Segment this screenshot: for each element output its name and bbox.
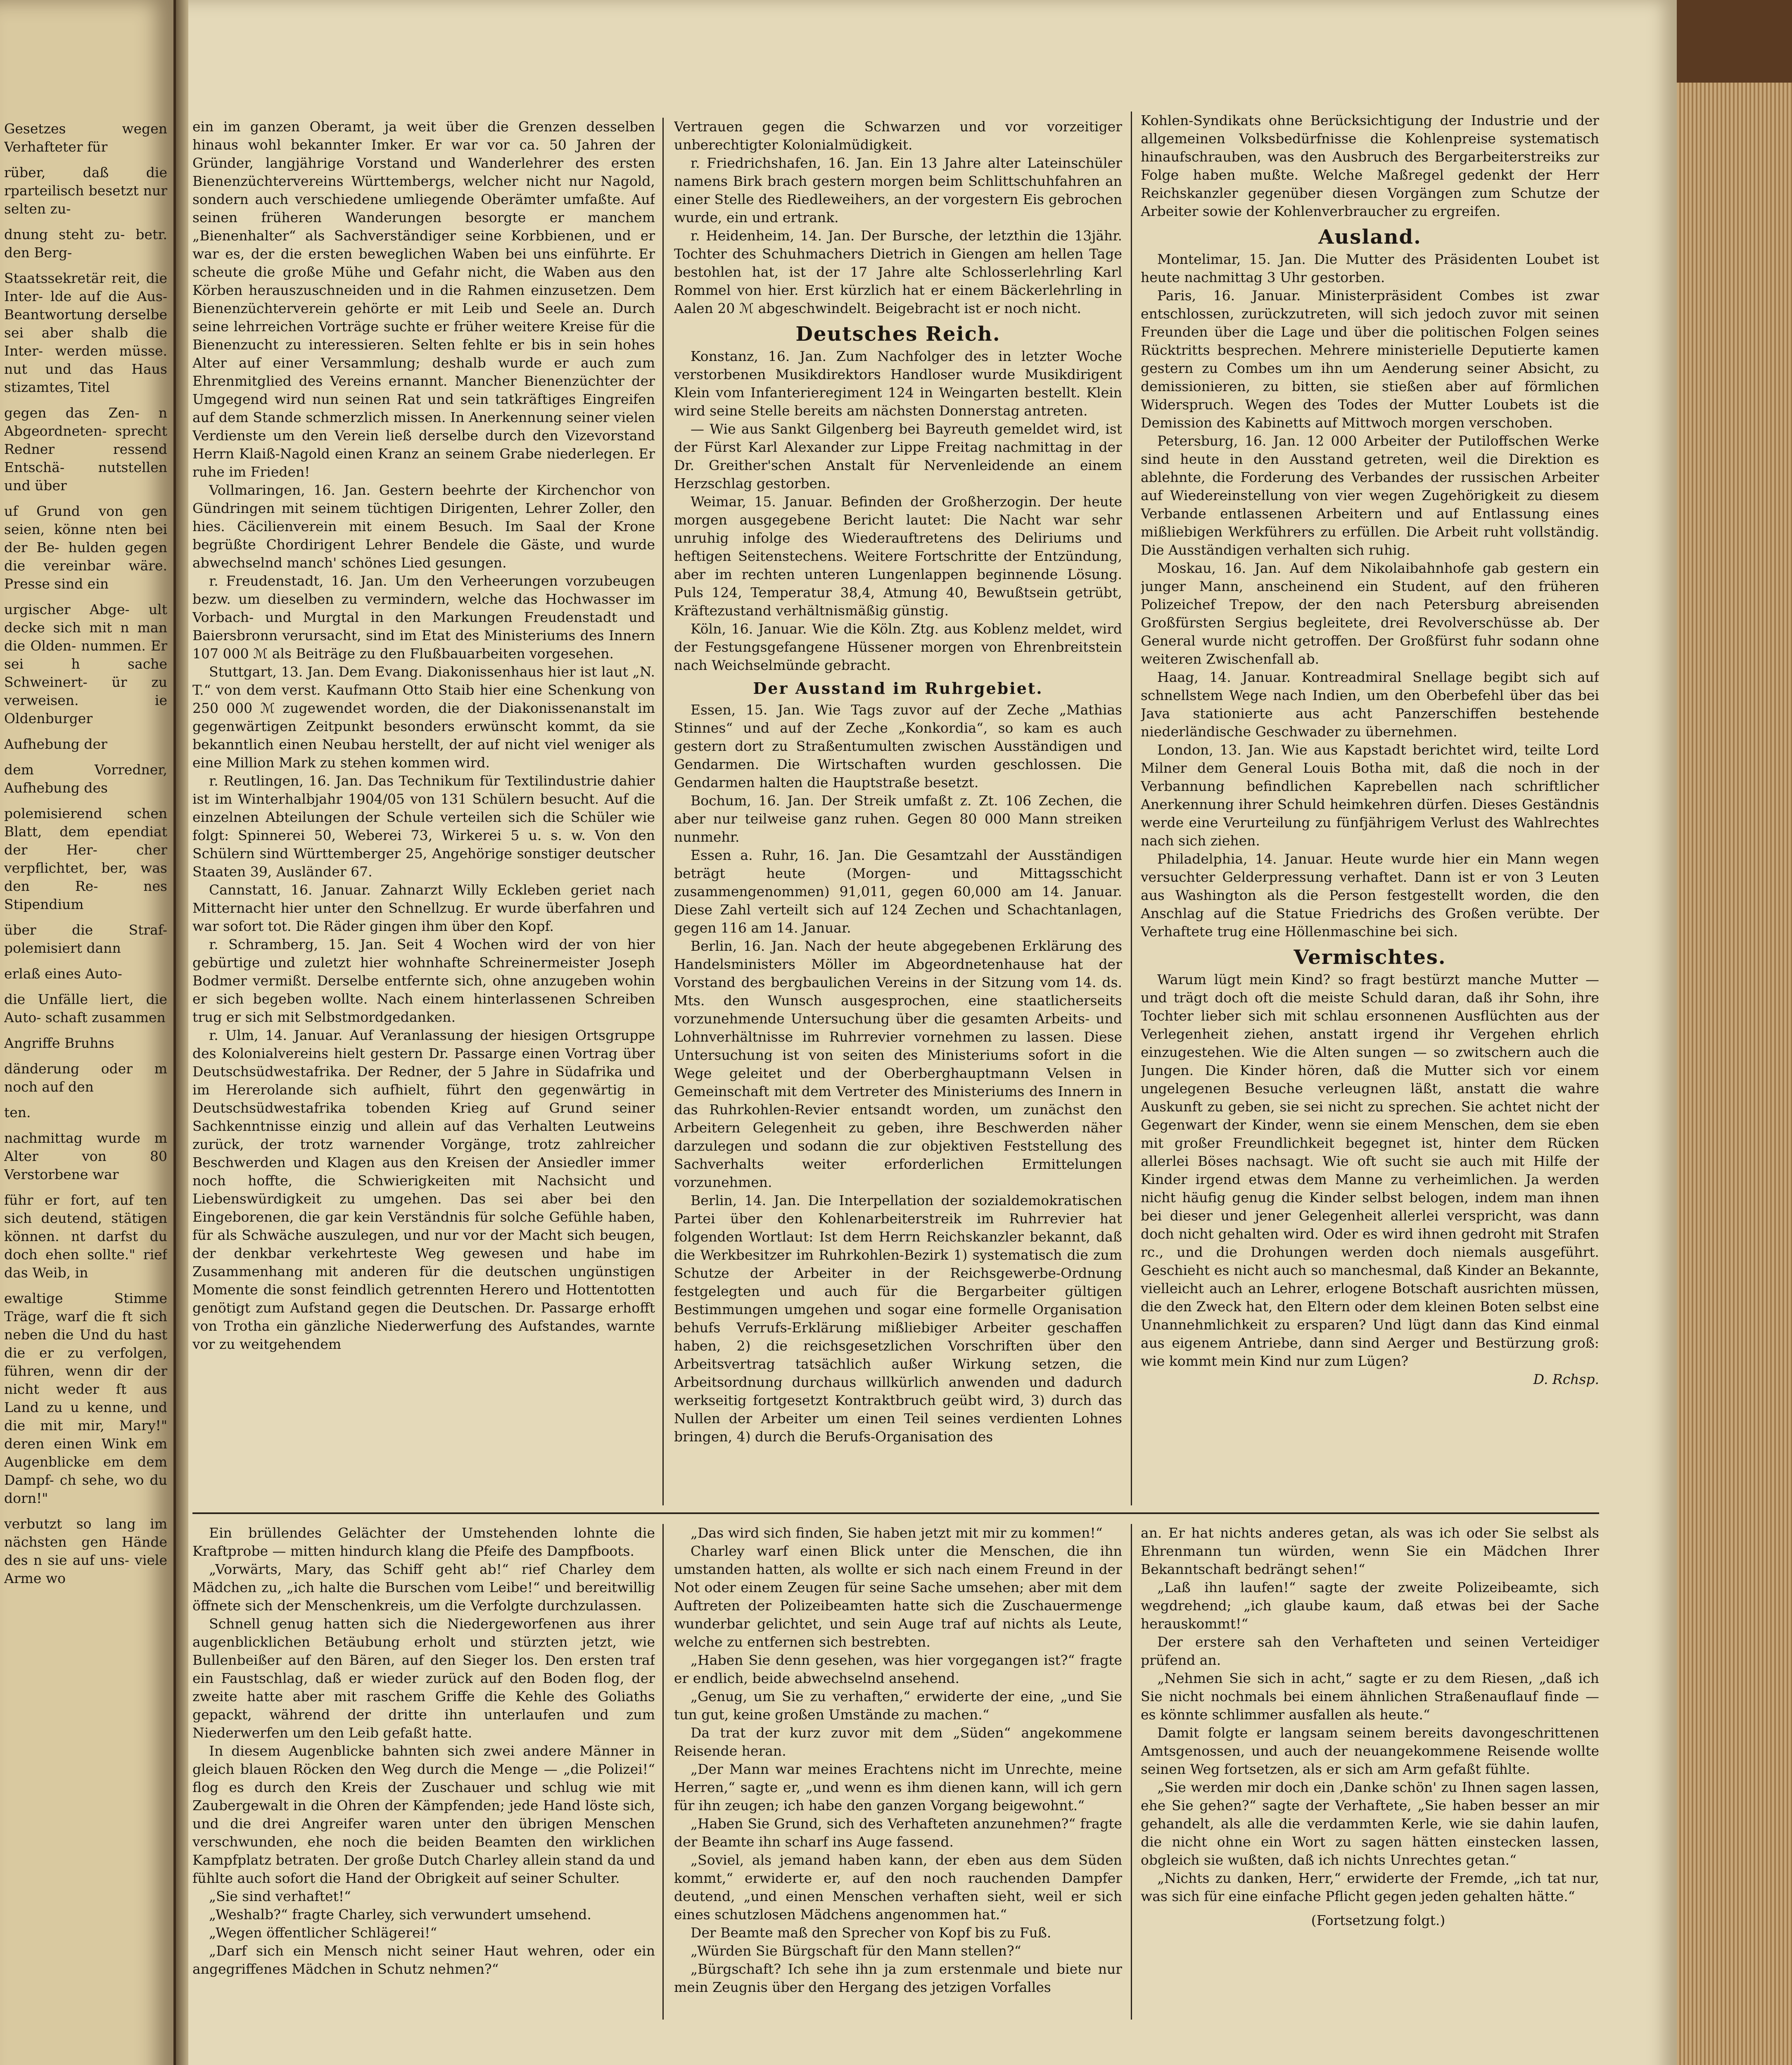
article-paragraph: Philadelphia, 14. Januar. Heute wurde hier ein Mann wegen versuchter Gelderpressung verhaftet. Dann ist er von 3 Leuten aus Washington als die Person festgestellt worden, die den Anschlag auf die Statue Friedrichs des Großen verübte. Der Verhaftete trug eine Höllenmaschine bei sich. [1141, 851, 1599, 940]
fragment-line: ten. [4, 1104, 31, 1120]
story-paragraph: Damit folgte er langsam seinem bereits davongeschrittenen Amtsgenossen, und auch der neuangekommene Reisende wollte seinen Weg fortsetzen, als er sich am Arm gefaßt fühlte. [1141, 1725, 1599, 1777]
story-paragraph: Der erstere sah den Verhafteten und seinen Verteidiger prüfend an. [1141, 1634, 1599, 1668]
article-paragraph: Berlin, 16. Jan. Nach der heute abgegebenen Erklärung des Handelsministers Möller im Abgeordnetenhause hat der Vorstand des bergbaulichen Vereins in der Sitzung vom 14. ds. Mts. den Wunsch ausgesprochen, eine staatlicherseits vorzunehmende Untersuchung über die gesamten Arbeits- und Lohnverhältnisse im Ruhrrevier vornehmen zu lassen. Diese Untersuchung ist von seiten des Ministeriums sofort in die Wege geleitet und der Oberberghauptmann Velsen in Gemeinschaft mit dem Vertreter des Ministeriums des Innern in das Ruhrkohlen-Revier entsandt worden, um zunächst den Arbeitern Gelegenheit zu geben, ihre Beschwerden näher darzulegen und sodann die zur objektiven Feststellung des Sachverhalts weiter erforderlichen Ermittelungen vorzunehmen. [674, 938, 1122, 1190]
article-paragraph: Vollmaringen, 16. Jan. Gestern beehrte der Kirchenchor von Gündringen mit seinem tüchtigen Dirigenten, Lehrer Zoller, den hies. Cäcilienverein mit einem Besuch. Im Saal der Krone begrüßte Chordirigent Lehrer Bendele die Gäste, und wurde abwechselnd manch' schönes Lied gesungen. [192, 482, 655, 571]
fragment-line: führ er fort, auf ten sich deutend, stätigen können. nt darfst du doch ehen sollte." rief das Weib, in [4, 1192, 167, 1281]
fragment-line: Aufhebung der [4, 736, 107, 752]
column-divider [662, 118, 664, 1505]
adjacent-page [0, 0, 176, 2065]
article-paragraph: r. Friedrichshafen, 16. Jan. Ein 13 Jahre alter Lateinschüler namens Birk brach gestern morgen beim Schlittschuhfahren an einer Stelle des Riedleweihers, an der vorgestern Eis gebrochen wurde, ein und ertrank. [674, 155, 1122, 225]
story-paragraph: „Der Mann war meines Erachtens nicht im Unrechte, meine Herren,“ sagte er, „und wenn es ihm dienen kann, will ich gern für ihn zeugen; ich habe den ganzen Vorgang beigewohnt.“ [674, 1761, 1122, 1813]
column-divider [1131, 1524, 1132, 2020]
fragment-line: Staatssekretär reit, die Inter- lde auf die Aus- Beantwortung derselbe sei aber shalb die Inter- werden müsse. nut und das Haus stizamtes, Titel [4, 270, 167, 395]
section-heading-ausland: Ausland. [1318, 225, 1422, 249]
fragment-line: über die Straf- polemisiert dann [4, 922, 167, 956]
story-paragraph: Charley warf einen Blick unter die Menschen, die ihn umstanden hatten, als wollte er sich nach einem Freund in der Not oder einem Zeugen für seine Sache umsehen; aber mit dem Auftreten der Polizeibeamten hatte sich die Zuschauermenge wunderbar gelichtet, und sein Auge traf auf nichts als Leute, welche zu entfernen sich bestrebten. [674, 1543, 1122, 1650]
column-divider [1131, 112, 1132, 1505]
fragment-line: Angriffe Bruhns [4, 1035, 114, 1051]
story-paragraph: „Wegen öffentlicher Schlägerei!“ [209, 1925, 437, 1941]
story-paragraph: Der Beamte maß den Sprecher von Kopf bis zu Fuß. [691, 1925, 1051, 1941]
fragment-line: erlaß eines Auto- [4, 966, 122, 982]
article-paragraph: Moskau, 16. Jan. Auf dem Nikolaibahnhofe gab gestern ein junger Mann, anscheinend ein Student, auf den früheren Polizeichef Trepow, der den nach Petersburg abreisenden Großfürsten Sergius begleitete, drei Revolverschüsse ab. Der General wurde nicht getroffen. Der Großfürst fuhr sodann ohne weiteren Zwischenfall ab. [1141, 560, 1599, 667]
book-gutter [176, 0, 188, 2065]
article-paragraph: Warum lügt mein Kind? so fragt bestürzt manche Mutter — und trägt doch oft die meiste Schuld daran, daß ihr Sohn, ihre Tochter lieber sich mit schlau ersonnenen Ausflüchten aus der Verlegenheit ziehen, anstatt irgend ihr Vergehen ehrlich einzugestehen. Wie die Alten sungen — so zwitschern auch die Jungen. Die Kinder hören, daß die Mutter sich vor einem ungelegenen Besuche verleugnen läßt, anstatt die wahre Auskunft zu geben, sie sei nicht zu sprechen. Sie achtet nicht der Gegenwart der Kinder, wenn sie einem Menschen, dem sie eben mit großer Freundlichkeit begegnet ist, hinter dem Rücken allerlei Böses nachsagt. Wie oft sucht sie auch mit Hilfe der Kinder irgend etwas dem Manne zu verheimlichen. Ja werden nicht häufig genug die Kinder selbst belogen, indem man ihnen bei dieser und jener Gelegenheit allerlei verspricht, was dann doch nicht gehalten wird. Oder es wird ihnen gedroht mit Strafen rc., und die Drohungen werden doch niemals ausgeführt. Geschieht es nicht auch so manchesmal, daß Kinder an Bekannte, vielleicht auch an Lehrer, erlogene Botschaft ausrichten müssen, die den Zweck hat, den Eltern oder dem kleinen Boten selbst eine Unannehmlichkeit zu ersparen? Und lügt dann das Kind einmal aus eigenem Antriebe, dann sind Aerger und Bestürzung groß: wie kommt mein Kind nur zum Lügen? [1141, 971, 1599, 1369]
article-paragraph: Haag, 14. Januar. Kontreadmiral Snellage begibt sich auf schnellstem Wege nach Indien, um den Oberbefehl über das bei Java stationierte aus acht Panzerschiffen bestehende niederländische Geschwader zu übernehmen. [1141, 669, 1599, 740]
article-paragraph: r. Ulm, 14. Januar. Auf Veranlassung der hiesigen Ortsgruppe des Kolonialvereins hielt gestern Dr. Passarge einen Vortrag über Deutschsüdwestafrika. Der Redner, der 5 Jahre in Südafrika und im Hererolande sich aufhielt, führt den gegenwärtig in Deutschsüdwestafrika tobenden Krieg auf Grund seiner Sachkenntnisse einzig und allein auf das Verhalten Leutweins zurück, der trotz warnender Vorgänge, trotz zahlreicher Beschwerden und Klagen aus den Kreisen der Ansiedler immer noch hoffte, die Schwierigkeiten mit Nachsicht und Liebenswürdigkeit zu umgehen. Das sei aber bei den Eingeborenen, die gar kein Verständnis für solche Gefühle haben, für als Schwäche auszulegen, und nur vor der Macht sich beugen, der denkbar verkehrteste Weg gewesen und habe im Zusammenhang mit anderen für die deutschen ungünstigen Momente die sonst feindlich getrennten Herero und Hottentotten genötigt zum Aufstand gegen die Deutschen. Dr. Passarge erhofft von Trotha ein gänzliche Niederwerfung des Aufstandes, warnte vor zu weitgehendem [192, 1027, 655, 1352]
book-cover-top [1677, 0, 1792, 83]
story-paragraph: Schnell genug hatten sich die Niedergeworfenen aus ihrer augenblicklichen Betäubung erholt und stürzten jetzt, wie Bullenbeißer auf den Bären, auf den Sieger los. Den ersten traf ein Faustschlag, daß er wieder zurück auf den Boden flog, der zweite hatte aber mit raschem Griffe die Kehle des Goliaths gepackt, während der dritte ihn unterlaufen und zum Niederwerfen um den Leib gefaßt hatte. [192, 1616, 655, 1741]
book-edge [1677, 0, 1792, 2065]
story-paragraph: „Soviel, als jemand haben kann, der eben aus dem Süden kommt,“ erwiderte er, auf den noch rauchenden Dampfer deutend, „und einen Menschen verhaften sieht, weil er sich eines schutzlosen Mädchens angenommen hat.“ [674, 1852, 1122, 1923]
story-paragraph: „Würden Sie Bürgschaft für den Mann stellen?“ [691, 1943, 1021, 1959]
article-paragraph: r. Heidenheim, 14. Jan. Der Bursche, der letzthin die 13jähr. Tochter des Schuhmachers Dietrich in Giengen am hellen Tage bestohlen hat, ist der 17 Jahre alte Schlosserlehrling Karl Rommel von hier. Erst kürzlich hat er einem Bäckerlehrling in Aalen 20 ℳ abgeschwindelt. Beigebracht ist er noch nicht. [674, 228, 1122, 316]
article-paragraph: Cannstatt, 16. Januar. Zahnarzt Willy Eckleben geriet nach Mitternacht hier unter den Schnellzug. Er wurde überfahren und war sofort tot. Die Räder gingen ihm über den Kopf. [192, 882, 655, 934]
article-paragraph: ein im ganzen Oberamt, ja weit über die Grenzen desselben hinaus wohl bekannter Imker. Er war vor ca. 50 Jahren der Gründer, langjährige Vorstand und Wanderlehrer des ersten Bienenzüchtervereins Württembergs, welcher nicht nur Nagold, sondern auch verschiedene umliegende Oberämter umfaßte. Auf seinen früheren Wanderungen besorgte er manchem „Bienenhalter“ als Sachverständiger seine Korbbienen, und er war es, der die ersten beweglichen Waben bei uns einführte. Er scheute die große Mühe und Gefahr nicht, die Waben aus den Körben herauszuschneiden und in die Rahmen einzusetzen. Dem Bienenzüchterverein gehörte er mit Leib und Seele an. Durch seine lehrreichen Vorträge suchte er früher weitere Kreise für die Bienenzucht zu interessieren. Selten fehlte er bis in sein hohes Alter auf einer Versammlung; deshalb wurde er auch zum Ehrenmitglied des Vereins ernannt. Mancher Bienenzüchter der Umgegend wird nun seinen Rat und sein tatkräftiges Eingreifen auf dem Stande schmerzlich missen. In Anerkennung seiner vielen Verdienste um den Verein ließ derselbe durch den Vizevorstand Herrn Klaiß-Nagold einen Kranz an seinem Grabe niederlegen. Er ruhe im Frieden! [192, 119, 655, 480]
fragment-line: verbutzt so lang im nächsten gen Hände des n sie auf uns- viele Arme wo [4, 1516, 167, 1586]
story-paragraph: Ein brüllendes Gelächter der Umstehenden lohnte die Kraftprobe — mitten hindurch klang die Pfeife des Dampfboots. [192, 1525, 655, 1559]
article-paragraph: Kohlen-Syndikats ohne Berücksichtigung der Industrie und der allgemeinen Volksbedürfnisse die Kohlenpreise systematisch hinaufschrauben, was den Ausbruch des Bergarbeiterstreiks zur Folge haben mußte. Welche Maßregel gedenkt der Herr Reichskanzler gegenüber diesen Vorgängen zum Schutze der Arbeiter sowie der Kohlenverbraucher zu ergreifen. [1141, 112, 1599, 219]
article-paragraph: Weimar, 15. Januar. Befinden der Großherzogin. Der heute morgen ausgegebene Bericht lautet: Die Nacht war sehr unruhig infolge des Wiederauftretens des Deliriums und heftigen Seitenstechens. Weitere Fortschritte der Entzündung, aber im rechten unteren Lungenlappen beginnende Lösung. Puls 124, Temperatur 38,4, Atmung 40, Bewußtsein getrübt, Kräftezustand verhältnismäßig günstig. [674, 494, 1122, 619]
fragment-line: nachmittag wurde m Alter von 80 Verstorbene war [4, 1130, 167, 1182]
continued-note: (Fortsetzung folgt.) [1311, 1912, 1445, 1928]
article-paragraph: Vertrauen gegen die Schwarzen und vor vorzeitiger unberechtigter Kolonialmüdigkeit. [674, 119, 1122, 153]
article-paragraph: Paris, 16. Januar. Ministerpräsident Combes ist zwar entschlossen, zurückzutreten, will sich jedoch zuvor mit seinen Freunden über die Lage und über die politischen Folgen seines Rücktritts besprechen. Mehrere ministerielle Deputierte kamen gestern zu Combes um ihn um Aenderung seiner Absicht, zu demissionieren, zu bitten, sie stießen aber auf förmlichen Widerspruch. Wegen des Todes der Mutter Loubets ist die Demission des Kabinetts auf Mittwoch morgen verschoben. [1141, 287, 1599, 431]
story-paragraph: „Haben Sie denn gesehen, was hier vorgegangen ist?“ fragte er endlich, beide abwechselnd ansehend. [674, 1652, 1122, 1686]
story-paragraph: „Das wird sich finden, Sie haben jetzt mit mir zu kommen!“ [691, 1525, 1103, 1541]
story-paragraph: In diesem Augenblicke bahnten sich zwei andere Männer in gleich blauen Röcken den Weg durch die Menge — „die Polizei!“ flog es durch den Kreis der Zuschauer und schlug wie mit Zaubergewalt in die Ohren der Kämpfenden; jede Hand löste sich, und die drei Angreifer waren unter den übrigen Menschen verschwunden, ehe noch die beiden Beamten den wirklichen Kampfplatz betraten. Der große Dutch Charley allein stand da und fühlte auch sofort die Hand der Obrigkeit auf seiner Schulter. [192, 1743, 655, 1886]
article-paragraph: Köln, 16. Januar. Wie die Köln. Ztg. aus Koblenz meldet, wird der Festungsgefangene Hüssener morgen von Ehrenbreitstein nach Weichselmünde gebracht. [674, 621, 1122, 673]
story-paragraph: „Darf sich ein Mensch nicht seiner Haut wehren, oder ein angegriffenes Mädchen in Schutz nehmen?“ [192, 1943, 655, 1977]
section-heading-ruhr: Der Ausstand im Ruhrgebiet. [753, 679, 1043, 698]
fragment-line: die Unfälle liert, die Auto- schaft zusammen [4, 991, 167, 1025]
story-paragraph: „Sie werden mir doch ein ‚Danke schön' zu Ihnen sagen lassen, ehe Sie gehen?“ sagte der Verhaftete, „Sie haben besser an mir gehandelt, als alle die verdammten Kerle, wie sie dahin laufen, die nicht ohne ein Wort zu sagen hätten einstecken lassen, obgleich sie wußten, daß ich nichts Unrechtes getan.“ [1141, 1779, 1599, 1868]
story-paragraph: „Nehmen Sie sich in acht,“ sagte er zu dem Riesen, „daß ich Sie nicht nochmals bei einem ähnlichen Straßenauflauf finde — es könnte schlimmer ausfallen als heute.“ [1141, 1670, 1599, 1723]
fragment-line: Gesetzes wegen Verhafteter für [4, 121, 167, 155]
column-local-news [192, 118, 655, 1505]
article-paragraph: Montelimar, 15. Jan. Die Mutter des Präsidenten Loubet ist heute nachmittag 3 Uhr gestorben. [1141, 251, 1599, 285]
article-paragraph: r. Reutlingen, 16. Jan. Das Technikum für Textilindustrie dahier ist im Winterhalbjahr 1904/05 von 131 Schülern besucht. Auf die einzelnen Abteilungen der Schule verteilen sich die Schüler wie folgt: Spinnerei 50, Weberei 73, Wirkerei 5 u. s. w. Von den Schülern sind Württemberger 25, Angehörige sonstiger deutscher Staaten 39, Ausländer 67. [192, 773, 655, 880]
article-paragraph: r. Schramberg, 15. Jan. Seit 4 Wochen wird der von hier gebürtige und zuletzt hier wohnhafte Schreinermeister Joseph Bodmer vermißt. Derselbe entfernte sich, ohne anzugeben wohin er sich begeben wollte. Nach einem hinterlassenen Schreiben trug er sich mit Selbstmordgedanken. [192, 936, 655, 1025]
adjacent-page-fragments [4, 120, 167, 1595]
article-paragraph: Konstanz, 16. Jan. Zum Nachfolger des in letzter Woche verstorbenen Musikdirektors Handloser wurde Musikdirigent Klein vom Infanterieregiment 124 in Weingarten bestellt. Klein wird seine Stelle bereits am nächsten Donnerstag antreten. [674, 348, 1122, 419]
fragment-line: uf Grund von gen seien, könne nten bei der Be- hulden gegen die vereinbar wäre. Presse sind ein [4, 503, 167, 592]
story-paragraph: „Haben Sie Grund, sich des Verhafteten anzunehmen?“ fragte der Beamte ihn scharf ins Auge fassend. [674, 1816, 1122, 1850]
article-paragraph: London, 13. Jan. Wie aus Kapstadt berichtet wird, teilte Lord Milner dem General Louis Botha mit, daß die noch in der Verbannung befindlichen Kaprebellen nach schriftlicher Anerkennung ihrer Schuld heimkehren dürfen. Dieses Geständnis werde eine Verurteilung zu fünfjährigem Verlust des Wahlrechtes nach sich ziehen. [1141, 742, 1599, 849]
story-paragraph: an. Er hat nichts anderes getan, als was ich oder Sie selbst als Ehrenmann tun würden, wenn Sie ein Mädchen Ihrer Bekanntschaft bedrängt sehen!“ [1141, 1525, 1599, 1577]
feuilleton-divider [192, 1512, 1599, 1514]
fragment-line: gegen das Zen- n Abgeordneten- sprecht Redner ressend Entschä- nutstellen und über [4, 405, 167, 494]
fragment-line: urgischer Abge- ult decke sich mit n man die Olden- nummen. Er sei h sache Schweinert- ür zu verweisen. ie Oldenburger [4, 601, 167, 726]
story-paragraph: „Weshalb?“ fragte Charley, sich verwundert umsehend. [209, 1906, 591, 1923]
column-divider [662, 1524, 664, 2020]
article-paragraph: Stuttgart, 13. Jan. Dem Evang. Diakonissenhaus hier ist laut „N. T.“ von dem verst. Kaufmann Otto Staib hier eine Schenkung von 250 000 ℳ zugewendet worden, die der Diakonissenanstalt im gegenwärtigen Zeitpunkt besonders erwünscht kommt, da sie bekanntlich einen Neubau herstellt, der auf nicht viel weniger als eine Million Mark zu stehen kommen wird. [192, 664, 655, 771]
fragment-line: polemisierend schen Blatt, dem ependiat der Her- cher verpflichtet, ber, was den Re- nes Stipendium [4, 805, 167, 912]
article-paragraph: Petersburg, 16. Jan. 12 000 Arbeiter der Putiloffschen Werke sind heute in den Ausstand getreten, weil die Direktion es ablehnte, die Forderung des Verbandes der russischen Arbeiter auf Wiedereinstellung von vier wegen Zugehörigkeit zu diesem Verbande entlassenen Arbeitern und auf Entlassung eines mißliebigen Werkführers zu erfüllen. Die Arbeit ruht vollständig. Die Ausständigen verhalten sich ruhig. [1141, 433, 1599, 558]
article-paragraph: Essen a. Ruhr, 16. Jan. Die Gesamtzahl der Ausständigen beträgt heute (Morgen- und Mittagsschicht zusammengenommen) 91,011, gegen 60,000 am 14. Januar. Diese Zahl verteilt sich auf 124 Zechen und Schachtanlagen, gegen 116 am 14. Januar. [674, 847, 1122, 936]
article-paragraph: Essen, 15. Jan. Wie Tags zuvor auf der Zeche „Mathias Stinnes“ und auf der Zeche „Konkordia“, so kam es auch gestern dort zu Straßentumulten zwischen Ausständigen und Gendarmen. Die Wirtschaften wurden geschlossen. Die Gendarmen halten die Hauptstraße besetzt. [674, 702, 1122, 790]
article-paragraph: r. Freudenstadt, 16. Jan. Um den Verheerungen vorzubeugen bezw. um dieselben zu vermindern, welche das Hochwasser im Vorbach- und Murgtal in den Markungen Freudenstadt und Baiersbronn verursacht, sind im Etat des Ministeriums des Innern 107 000 ℳ als Beiträge zu den Flußbauarbeiten vorgesehen. [192, 573, 655, 662]
story-paragraph: „Nichts zu danken, Herr,“ erwiderte der Fremde, „ich tat nur, was sich für eine einfache Pflicht gegen jeden gehalten hätte.“ [1141, 1870, 1599, 1904]
fragment-line: rüber, daß die rparteilisch besetzt nur selten zu- [4, 164, 167, 217]
fragment-line: dnung steht zu- betr. den Berg- [4, 226, 167, 261]
article-signature: D. Rchsp. [1533, 1371, 1599, 1387]
article-paragraph: Berlin, 14. Jan. Die Interpellation der sozialdemokratischen Partei über den Kohlenarbeiterstreik im Ruhrrevier hat folgenden Wortlaut: Ist dem Herrn Reichskanzler bekannt, daß die Werkbesitzer im Ruhrkohlen-Bezirk 1) systematisch die zum Schutze der Arbeiter in der Reichsgewerbe-Ordnung festgelegten und auch für die Bergarbeiter gültigen Bestimmungen umgehen und sogar eine formelle Organisation behufs Verrufs-Erklärung mißliebiger Arbeiter geschaffen haben, 2) die reichsgesetzlichen Vorschriften über den Arbeitsvertrag tatsächlich außer Wirkung setzen, die Arbeitsordnung durchaus willkürlich anwenden und dadurch werkseitig fortgesetzt Kontraktbruch geübt wird, 3) durch das Nullen der Arbeiter um einen Teil seines verdienten Lohnes bringen, 4) durch die Berufs-Organisation des [674, 1192, 1122, 1445]
story-paragraph: Da trat der kurz zuvor mit dem „Süden“ angekommene Reisende heran. [674, 1725, 1122, 1759]
feuilleton-column-2 [674, 1524, 1122, 2020]
column-reich-news [674, 118, 1122, 1505]
section-heading-vermischtes: Vermischtes. [1294, 946, 1446, 969]
fragment-line: dem Vorredner, Aufhebung des [4, 762, 167, 796]
story-paragraph: „Genug, um Sie zu verhaften,“ erwiderte der eine, „und Sie tun gut, keine großen Umstände zu machen.“ [674, 1688, 1122, 1723]
story-paragraph: „Vorwärts, Mary, das Schiff geht ab!“ rief Charley dem Mädchen zu, „ich halte die Burschen vom Leibe!“ und bereitwillig öffnete sich der Menschenkreis, um die Verfolgte durchzulassen. [192, 1561, 655, 1614]
story-paragraph: „Laß ihn laufen!“ sagte der zweite Polizeibeamte, sich wegdrehend; „ich glaube kaum, daß etwas bei der Sache herauskommt!“ [1141, 1579, 1599, 1632]
section-heading-deutsches-reich: Deutsches Reich. [795, 323, 1001, 346]
column-ausland [1141, 112, 1599, 1505]
story-paragraph: „Bürgschaft? Ich sehe ihn ja zum erstenmale und biete nur mein Zeugnis über den Hergang des jetzigen Vorfalles [674, 1961, 1122, 1995]
feuilleton-column-1 [192, 1524, 655, 2020]
fragment-line: ewaltige Stimme Träge, warf die ft sich neben die Und du hast die er zu verfolgen, führen, wenn dir der nicht weder ft aus Land zu u kenne, und die mit mir, Mary!" deren einen Wink em Augenblicke em dem Dampf- ch sehe, wo du dorn!" [4, 1290, 167, 1506]
article-paragraph: — Wie aus Sankt Gilgenberg bei Bayreuth gemeldet wird, ist der Fürst Karl Alexander zur Lippe Freitag nachmittag in der Dr. Greither'schen Anstalt für Nervenleidende an einem Herzschlag gestorben. [674, 421, 1122, 491]
story-paragraph: „Sie sind verhaftet!“ [209, 1888, 351, 1904]
feuilleton-column-3 [1141, 1524, 1599, 2020]
fragment-line: dänderung oder m noch auf den [4, 1061, 167, 1095]
article-paragraph: Bochum, 16. Jan. Der Streik umfaßt z. Zt. 106 Zechen, die aber nur teilweise ganz ruhen. Gegen 80 000 Mann streiken nunmehr. [674, 793, 1122, 845]
